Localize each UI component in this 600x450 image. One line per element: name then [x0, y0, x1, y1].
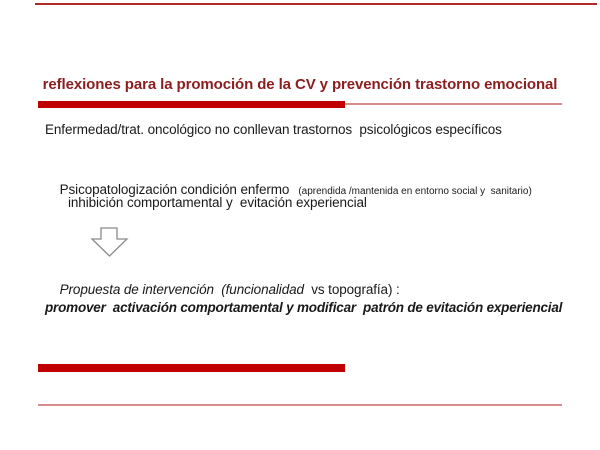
footer-rule-thick	[38, 364, 345, 372]
down-arrow-icon	[72, 209, 112, 239]
body-line-inhibicion: inhibición comportamental y evitación experiencial	[68, 195, 367, 210]
body-line-psicopatologizacion-main: Psicopatologización condición enfermo	[59, 182, 290, 197]
proposal-line-regular: vs topografía) :	[303, 282, 400, 297]
body-line-psicopatologizacion-note: (aprendida /mantenida en entorno social y sanitario)	[298, 186, 532, 197]
footer-rule-thin	[38, 404, 562, 406]
title-underline-thick	[38, 101, 345, 108]
proposal-line-italic: Propuesta de intervención (funcionalidad	[59, 282, 304, 297]
top-accent-rule	[35, 3, 597, 5]
slide-title: reflexiones para la promoción de la CV y prevención trastorno emocional	[42, 76, 558, 93]
emphasis-line: promover activación comportamental y modificar patrón de evitación experiencial	[45, 300, 563, 315]
body-line-oncologico: Enfermedad/trat. oncológico no conllevan trastornos psicológicos específicos	[45, 122, 502, 137]
title-underline-thin	[345, 103, 562, 105]
